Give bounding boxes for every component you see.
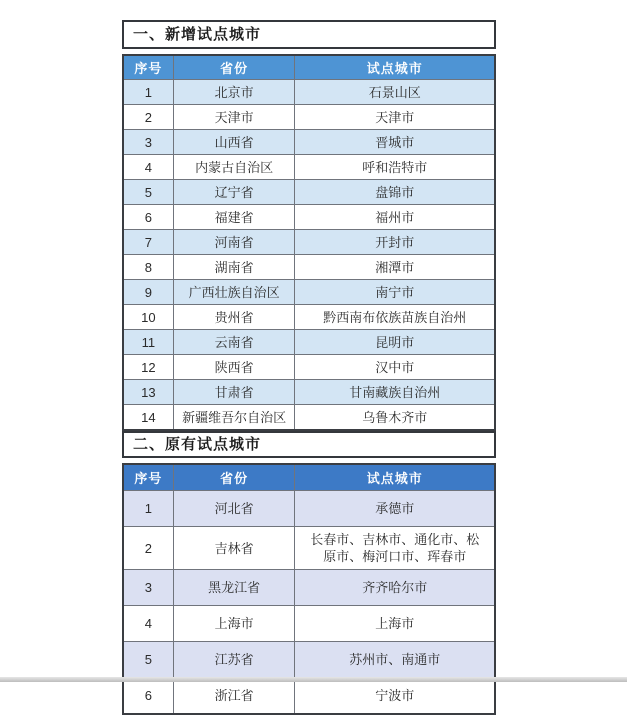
section-title-existing: 二、原有试点城市 bbox=[122, 431, 496, 458]
province-cell: 内蒙古自治区 bbox=[173, 155, 295, 180]
row-number-cell: 3 bbox=[123, 570, 173, 606]
new-pilot-cities-table bbox=[122, 54, 496, 431]
screenshot-bottom-edge bbox=[0, 677, 627, 682]
province-cell: 江苏省 bbox=[173, 642, 295, 678]
table-row bbox=[123, 380, 495, 405]
column-header: 序号 bbox=[123, 55, 173, 80]
province-cell: 上海市 bbox=[173, 606, 295, 642]
row-number-cell: 3 bbox=[123, 130, 173, 155]
column-header: 序号 bbox=[123, 464, 173, 491]
province-cell: 广西壮族自治区 bbox=[173, 280, 295, 305]
row-number-cell: 2 bbox=[123, 105, 173, 130]
province-cell: 辽宁省 bbox=[173, 180, 295, 205]
table-row bbox=[123, 230, 495, 255]
city-cell: 汉中市 bbox=[295, 355, 495, 380]
city-cell: 石景山区 bbox=[295, 80, 495, 105]
table-row bbox=[123, 155, 495, 180]
table-row bbox=[123, 205, 495, 230]
section-existing-pilot-cities bbox=[122, 431, 496, 715]
table-row bbox=[123, 642, 495, 678]
city-cell: 南宁市 bbox=[295, 280, 495, 305]
row-number-cell: 14 bbox=[123, 405, 173, 431]
row-number-cell: 1 bbox=[123, 80, 173, 105]
table-header-row bbox=[123, 464, 495, 491]
row-number-cell: 8 bbox=[123, 255, 173, 280]
row-number-cell: 10 bbox=[123, 305, 173, 330]
city-cell: 呼和浩特市 bbox=[295, 155, 495, 180]
row-number-cell: 5 bbox=[123, 180, 173, 205]
row-number-cell: 12 bbox=[123, 355, 173, 380]
city-cell: 承德市 bbox=[295, 491, 495, 527]
row-number-cell: 5 bbox=[123, 642, 173, 678]
row-number-cell: 13 bbox=[123, 380, 173, 405]
table-row bbox=[123, 405, 495, 431]
row-number-cell: 2 bbox=[123, 527, 173, 570]
province-cell: 天津市 bbox=[173, 105, 295, 130]
column-header: 试点城市 bbox=[295, 464, 495, 491]
province-cell: 浙江省 bbox=[173, 678, 295, 715]
row-number-cell: 1 bbox=[123, 491, 173, 527]
province-cell: 黑龙江省 bbox=[173, 570, 295, 606]
city-cell: 乌鲁木齐市 bbox=[295, 405, 495, 431]
province-cell: 云南省 bbox=[173, 330, 295, 355]
province-cell: 河南省 bbox=[173, 230, 295, 255]
table-row bbox=[123, 255, 495, 280]
table-row bbox=[123, 678, 495, 715]
city-cell: 宁波市 bbox=[295, 678, 495, 715]
row-number-cell: 6 bbox=[123, 678, 173, 715]
province-cell: 湖南省 bbox=[173, 255, 295, 280]
city-cell: 甘南藏族自治州 bbox=[295, 380, 495, 405]
city-cell: 上海市 bbox=[295, 606, 495, 642]
row-number-cell: 4 bbox=[123, 155, 173, 180]
row-number-cell: 11 bbox=[123, 330, 173, 355]
city-cell: 长春市、吉林市、通化市、松原市、梅河口市、珲春市 bbox=[295, 527, 495, 570]
province-cell: 福建省 bbox=[173, 205, 295, 230]
city-cell: 黔西南布依族苗族自治州 bbox=[295, 305, 495, 330]
table-row bbox=[123, 305, 495, 330]
city-cell: 苏州市、南通市 bbox=[295, 642, 495, 678]
pilot-cities-document bbox=[122, 20, 496, 715]
section-title-new: 一、新增试点城市 bbox=[122, 20, 496, 49]
city-cell: 昆明市 bbox=[295, 330, 495, 355]
province-cell: 甘肃省 bbox=[173, 380, 295, 405]
city-cell: 齐齐哈尔市 bbox=[295, 570, 495, 606]
table-row bbox=[123, 130, 495, 155]
province-cell: 河北省 bbox=[173, 491, 295, 527]
table-row bbox=[123, 606, 495, 642]
province-cell: 吉林省 bbox=[173, 527, 295, 570]
province-cell: 北京市 bbox=[173, 80, 295, 105]
table-row bbox=[123, 527, 495, 570]
province-cell: 陕西省 bbox=[173, 355, 295, 380]
table-row bbox=[123, 280, 495, 305]
city-cell: 湘潭市 bbox=[295, 255, 495, 280]
section-new-pilot-cities bbox=[122, 20, 496, 431]
table-header-row bbox=[123, 55, 495, 80]
row-number-cell: 4 bbox=[123, 606, 173, 642]
table-row bbox=[123, 330, 495, 355]
city-cell: 天津市 bbox=[295, 105, 495, 130]
row-number-cell: 6 bbox=[123, 205, 173, 230]
table-row bbox=[123, 355, 495, 380]
province-cell: 山西省 bbox=[173, 130, 295, 155]
province-cell: 新疆维吾尔自治区 bbox=[173, 405, 295, 431]
row-number-cell: 9 bbox=[123, 280, 173, 305]
column-header: 省份 bbox=[173, 464, 295, 491]
table-row bbox=[123, 180, 495, 205]
city-cell: 晋城市 bbox=[295, 130, 495, 155]
column-header: 省份 bbox=[173, 55, 295, 80]
table-row bbox=[123, 491, 495, 527]
column-header: 试点城市 bbox=[295, 55, 495, 80]
table-row bbox=[123, 80, 495, 105]
city-cell: 开封市 bbox=[295, 230, 495, 255]
table-row bbox=[123, 105, 495, 130]
table-row bbox=[123, 570, 495, 606]
city-cell: 福州市 bbox=[295, 205, 495, 230]
city-cell: 盘锦市 bbox=[295, 180, 495, 205]
province-cell: 贵州省 bbox=[173, 305, 295, 330]
row-number-cell: 7 bbox=[123, 230, 173, 255]
